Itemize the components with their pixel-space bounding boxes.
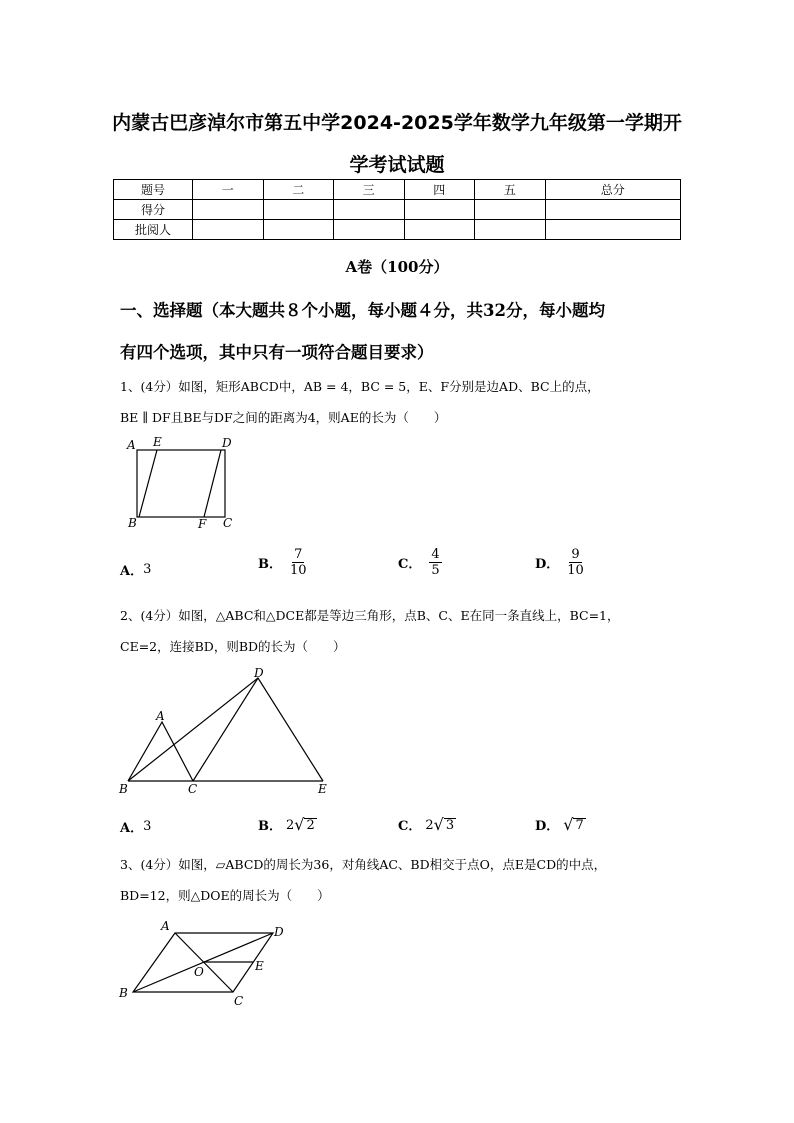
option-label: D． xyxy=(535,557,560,572)
score-cell xyxy=(404,220,475,240)
q2-option-d[interactable] xyxy=(535,815,586,834)
segment-be xyxy=(139,450,157,517)
fraction xyxy=(429,547,441,578)
triangle-abc xyxy=(128,722,193,781)
score-table-row xyxy=(114,220,681,240)
coefficient: 2 xyxy=(425,817,434,833)
option-label: A． xyxy=(120,564,144,579)
label-c: C xyxy=(188,782,198,796)
label-e: E xyxy=(318,782,327,796)
label-b: B xyxy=(128,516,137,530)
part1-heading-line2: 有四个选项，其中只有一项符合题目要求） xyxy=(120,343,434,362)
fraction xyxy=(290,547,307,578)
score-cell xyxy=(404,200,475,220)
option-label: D． xyxy=(535,819,560,834)
option-label: C． xyxy=(398,557,422,572)
radicand: 7 xyxy=(575,817,584,833)
sqrt-icon: √ xyxy=(294,814,305,834)
radicand: 2 xyxy=(306,817,315,833)
q3-text-line1: 3、(4分）如图，▱ABCD的周长为36，对角线AC、BD相交于点O，点E是CD的中点， xyxy=(120,857,607,872)
denominator: 10 xyxy=(290,563,307,578)
score-cell xyxy=(545,220,681,240)
document-title-line1: 内蒙古巴彦淖尔市第五中学2024-2025学年数学九年级第一学期开 xyxy=(112,112,682,134)
q1-text-line2: BE ∥ DF且BE与DF之间的距离为4，则AE的长为（ ） xyxy=(120,410,447,425)
triangle-dce xyxy=(193,678,323,781)
numerator: 9 xyxy=(571,547,580,562)
label-c: C xyxy=(234,994,244,1008)
score-table-header-cell: 一 xyxy=(193,180,264,200)
label-e: E xyxy=(153,435,162,449)
score-cell xyxy=(334,200,405,220)
denominator: 5 xyxy=(431,563,440,578)
label-b: B xyxy=(119,986,128,1000)
score-table-header-cell: 总分 xyxy=(545,180,681,200)
score-cell xyxy=(193,220,264,240)
score-table-header-row xyxy=(114,180,681,200)
label-a: A xyxy=(161,919,170,933)
q1-option-a[interactable] xyxy=(120,560,151,579)
part1-heading-line1: 一、选择题（本大题共８个小题，每小题４分，共32分，每小题均 xyxy=(120,301,605,320)
section-a-title: A卷（100分） xyxy=(345,258,449,276)
numerator: 7 xyxy=(294,547,303,562)
label-e: E xyxy=(255,959,264,973)
radical-expression xyxy=(425,814,456,834)
q2-option-a[interactable] xyxy=(120,817,151,836)
q1-option-c[interactable] xyxy=(398,547,442,578)
option-label: B． xyxy=(258,819,282,834)
score-cell xyxy=(334,220,405,240)
score-table xyxy=(113,179,681,240)
label-d: D xyxy=(222,436,232,450)
score-table-header-cell: 题号 xyxy=(114,180,193,200)
score-cell xyxy=(263,220,334,240)
q2-figure-triangles xyxy=(115,665,340,800)
q1-option-d[interactable] xyxy=(535,547,584,578)
score-cell xyxy=(545,200,681,220)
q2-text-line1: 2、(4分）如图，△ABC和△DCE都是等边三角形，点B、C、E在同一条直线上，BC=1， xyxy=(120,608,620,623)
option-value: 3 xyxy=(143,562,152,577)
q2-option-b[interactable] xyxy=(258,815,317,834)
document-title-line2: 学考试试题 xyxy=(349,154,445,176)
coefficient: 2 xyxy=(286,817,295,833)
score-table-header-cell: 二 xyxy=(263,180,334,200)
q1-option-b[interactable] xyxy=(258,547,307,578)
label-b: B xyxy=(119,782,128,796)
label-d: D xyxy=(254,666,264,680)
score-cell xyxy=(263,200,334,220)
radical-expression xyxy=(563,814,585,834)
score-table-header-cell: 四 xyxy=(404,180,475,200)
fraction xyxy=(567,547,584,578)
score-cell xyxy=(475,200,546,220)
denominator: 10 xyxy=(567,563,584,578)
option-value: 3 xyxy=(143,819,152,834)
numerator: 4 xyxy=(431,547,440,562)
segment-df xyxy=(204,450,221,517)
q3-text-line2: BD=12，则△DOE的周长为（ ） xyxy=(120,888,330,903)
radical-expression xyxy=(286,814,317,834)
score-cell xyxy=(475,220,546,240)
score-table-header-cell: 五 xyxy=(475,180,546,200)
score-table-header-cell: 三 xyxy=(334,180,405,200)
label-d: D xyxy=(274,925,284,939)
q1-figure-rectangle xyxy=(125,435,240,530)
q2-text-line2: CE=2，连接BD，则BD的长为（ ） xyxy=(120,639,346,654)
score-table-row-label: 批阅人 xyxy=(114,220,193,240)
label-o: O xyxy=(194,965,204,979)
option-label: B． xyxy=(258,557,282,572)
label-c: C xyxy=(223,516,233,530)
option-label: A． xyxy=(120,821,144,836)
q1-text-line1: 1、(4分）如图，矩形ABCD中，AB = 4，BC = 5，E、F分别是边AD、BC上的点， xyxy=(120,379,600,394)
radicand: 3 xyxy=(445,817,455,833)
q3-figure-parallelogram xyxy=(115,915,295,1010)
option-label: C． xyxy=(398,819,422,834)
label-a: A xyxy=(156,709,165,723)
label-f: F xyxy=(198,517,207,530)
sqrt-icon: √ xyxy=(433,814,444,834)
rectangle-abcd xyxy=(137,450,225,517)
sqrt-icon: √ xyxy=(563,814,574,834)
score-table-row-label: 得分 xyxy=(114,200,193,220)
score-table-row xyxy=(114,200,681,220)
segment-bd xyxy=(128,678,258,781)
label-a: A xyxy=(127,438,136,452)
q2-option-c[interactable] xyxy=(398,815,456,834)
score-cell xyxy=(193,200,264,220)
